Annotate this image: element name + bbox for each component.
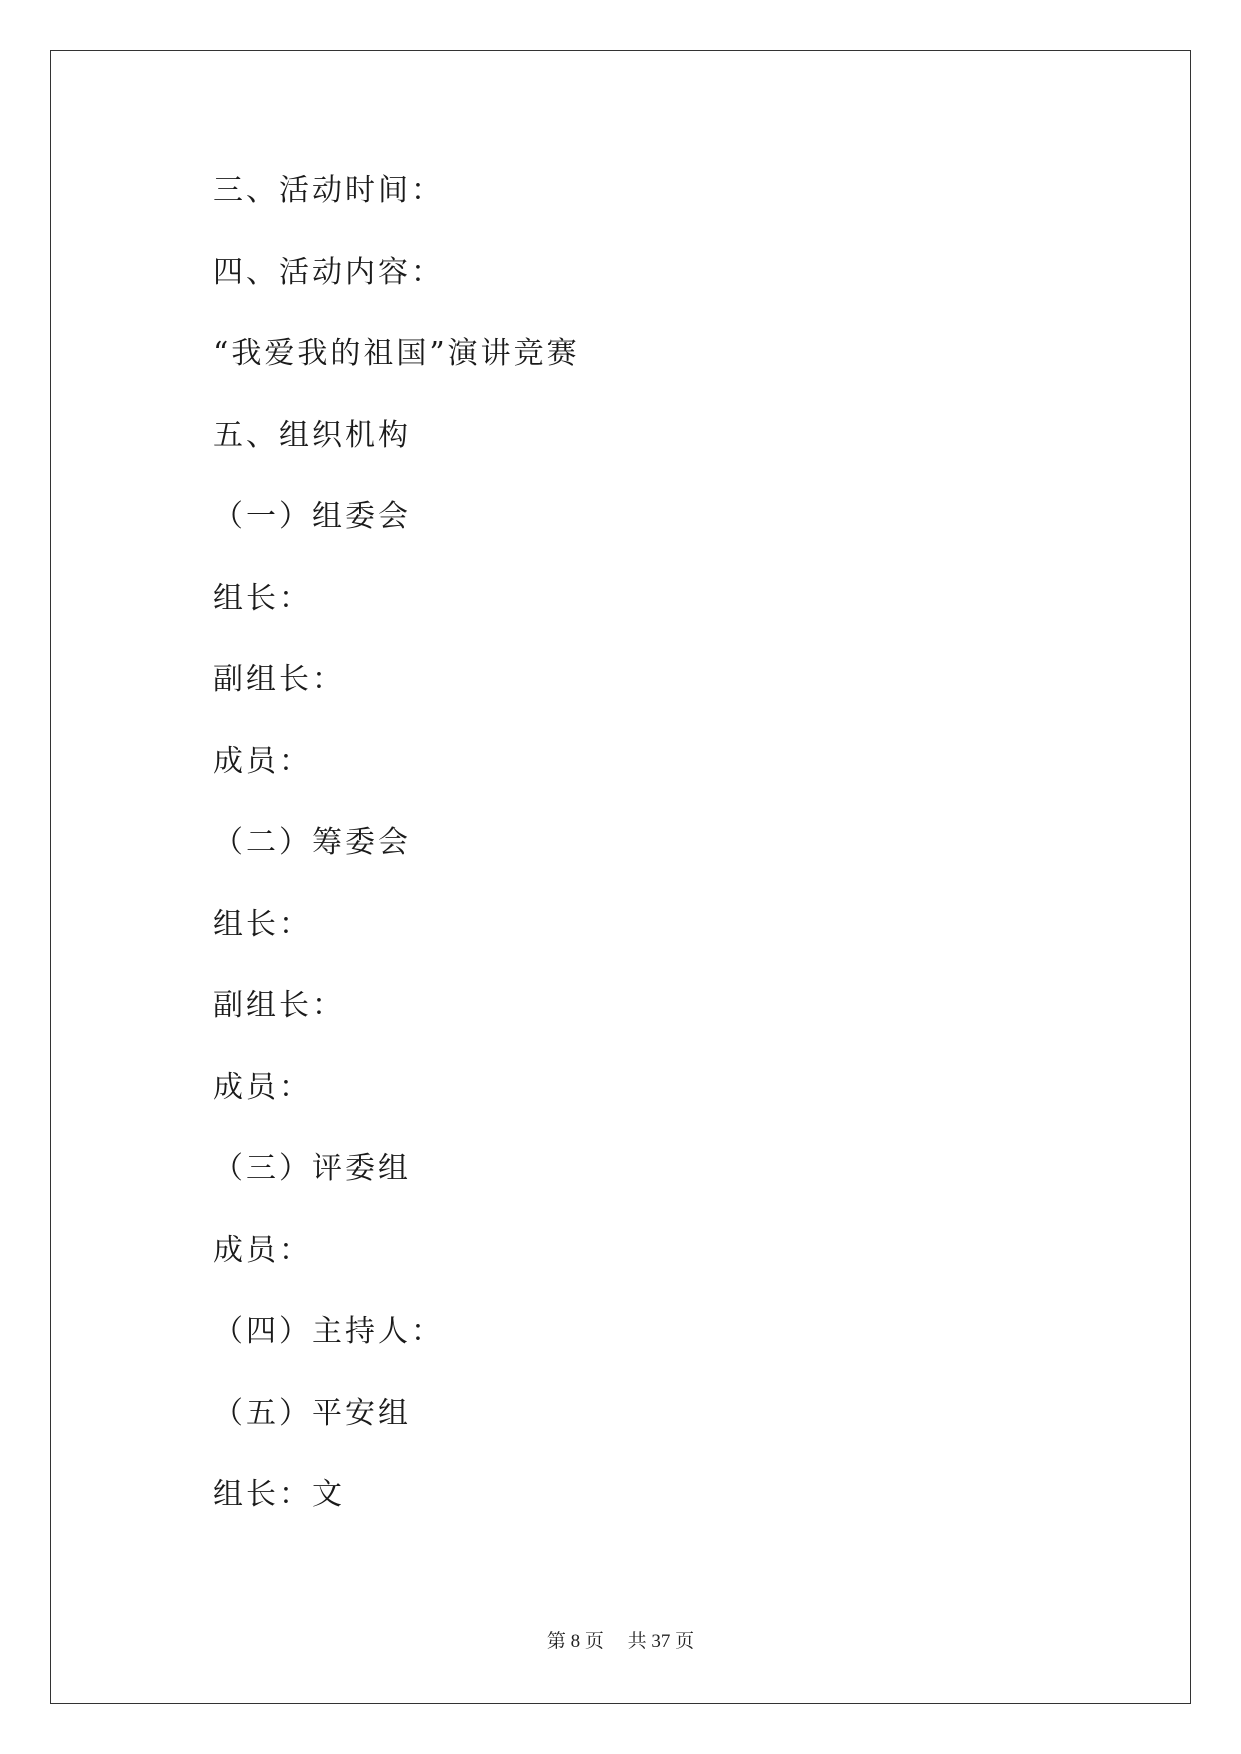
text-line-organizing-committee: （一）组委会 (213, 499, 411, 534)
text-line-deputy-leader: 副组长： (213, 988, 345, 1023)
text-line-deputy-leader: 副组长： (213, 662, 345, 697)
text-line-members: 成员： (213, 743, 312, 779)
text-line-judging-panel: （三）评委组 (213, 1151, 411, 1186)
text-line-activity-time: 三、活动时间： (213, 173, 444, 208)
text-line-members: 成员： (213, 1069, 312, 1105)
document-body (213, 166, 1113, 1552)
text-line-host: （四）主持人： (213, 1314, 444, 1349)
text-line-activity-content: 四、活动内容： (213, 254, 444, 290)
text-line-leader: 组长： (213, 906, 312, 942)
text-line-preparatory-committee: （二）筹委会 (213, 825, 411, 860)
text-line-safety-group: （五）平安组 (213, 1395, 411, 1431)
text-line-members: 成员： (213, 1232, 312, 1268)
page-number-footer: 第 8 页 共 37 页 (546, 1631, 695, 1652)
text-line-leader: 组长：文 (213, 1477, 345, 1512)
text-line-speech-contest: “我爱我的祖国”演讲竞赛 (213, 336, 580, 371)
text-line-organization: 五、组织机构 (213, 417, 411, 453)
text-line-leader: 组长： (213, 580, 312, 616)
